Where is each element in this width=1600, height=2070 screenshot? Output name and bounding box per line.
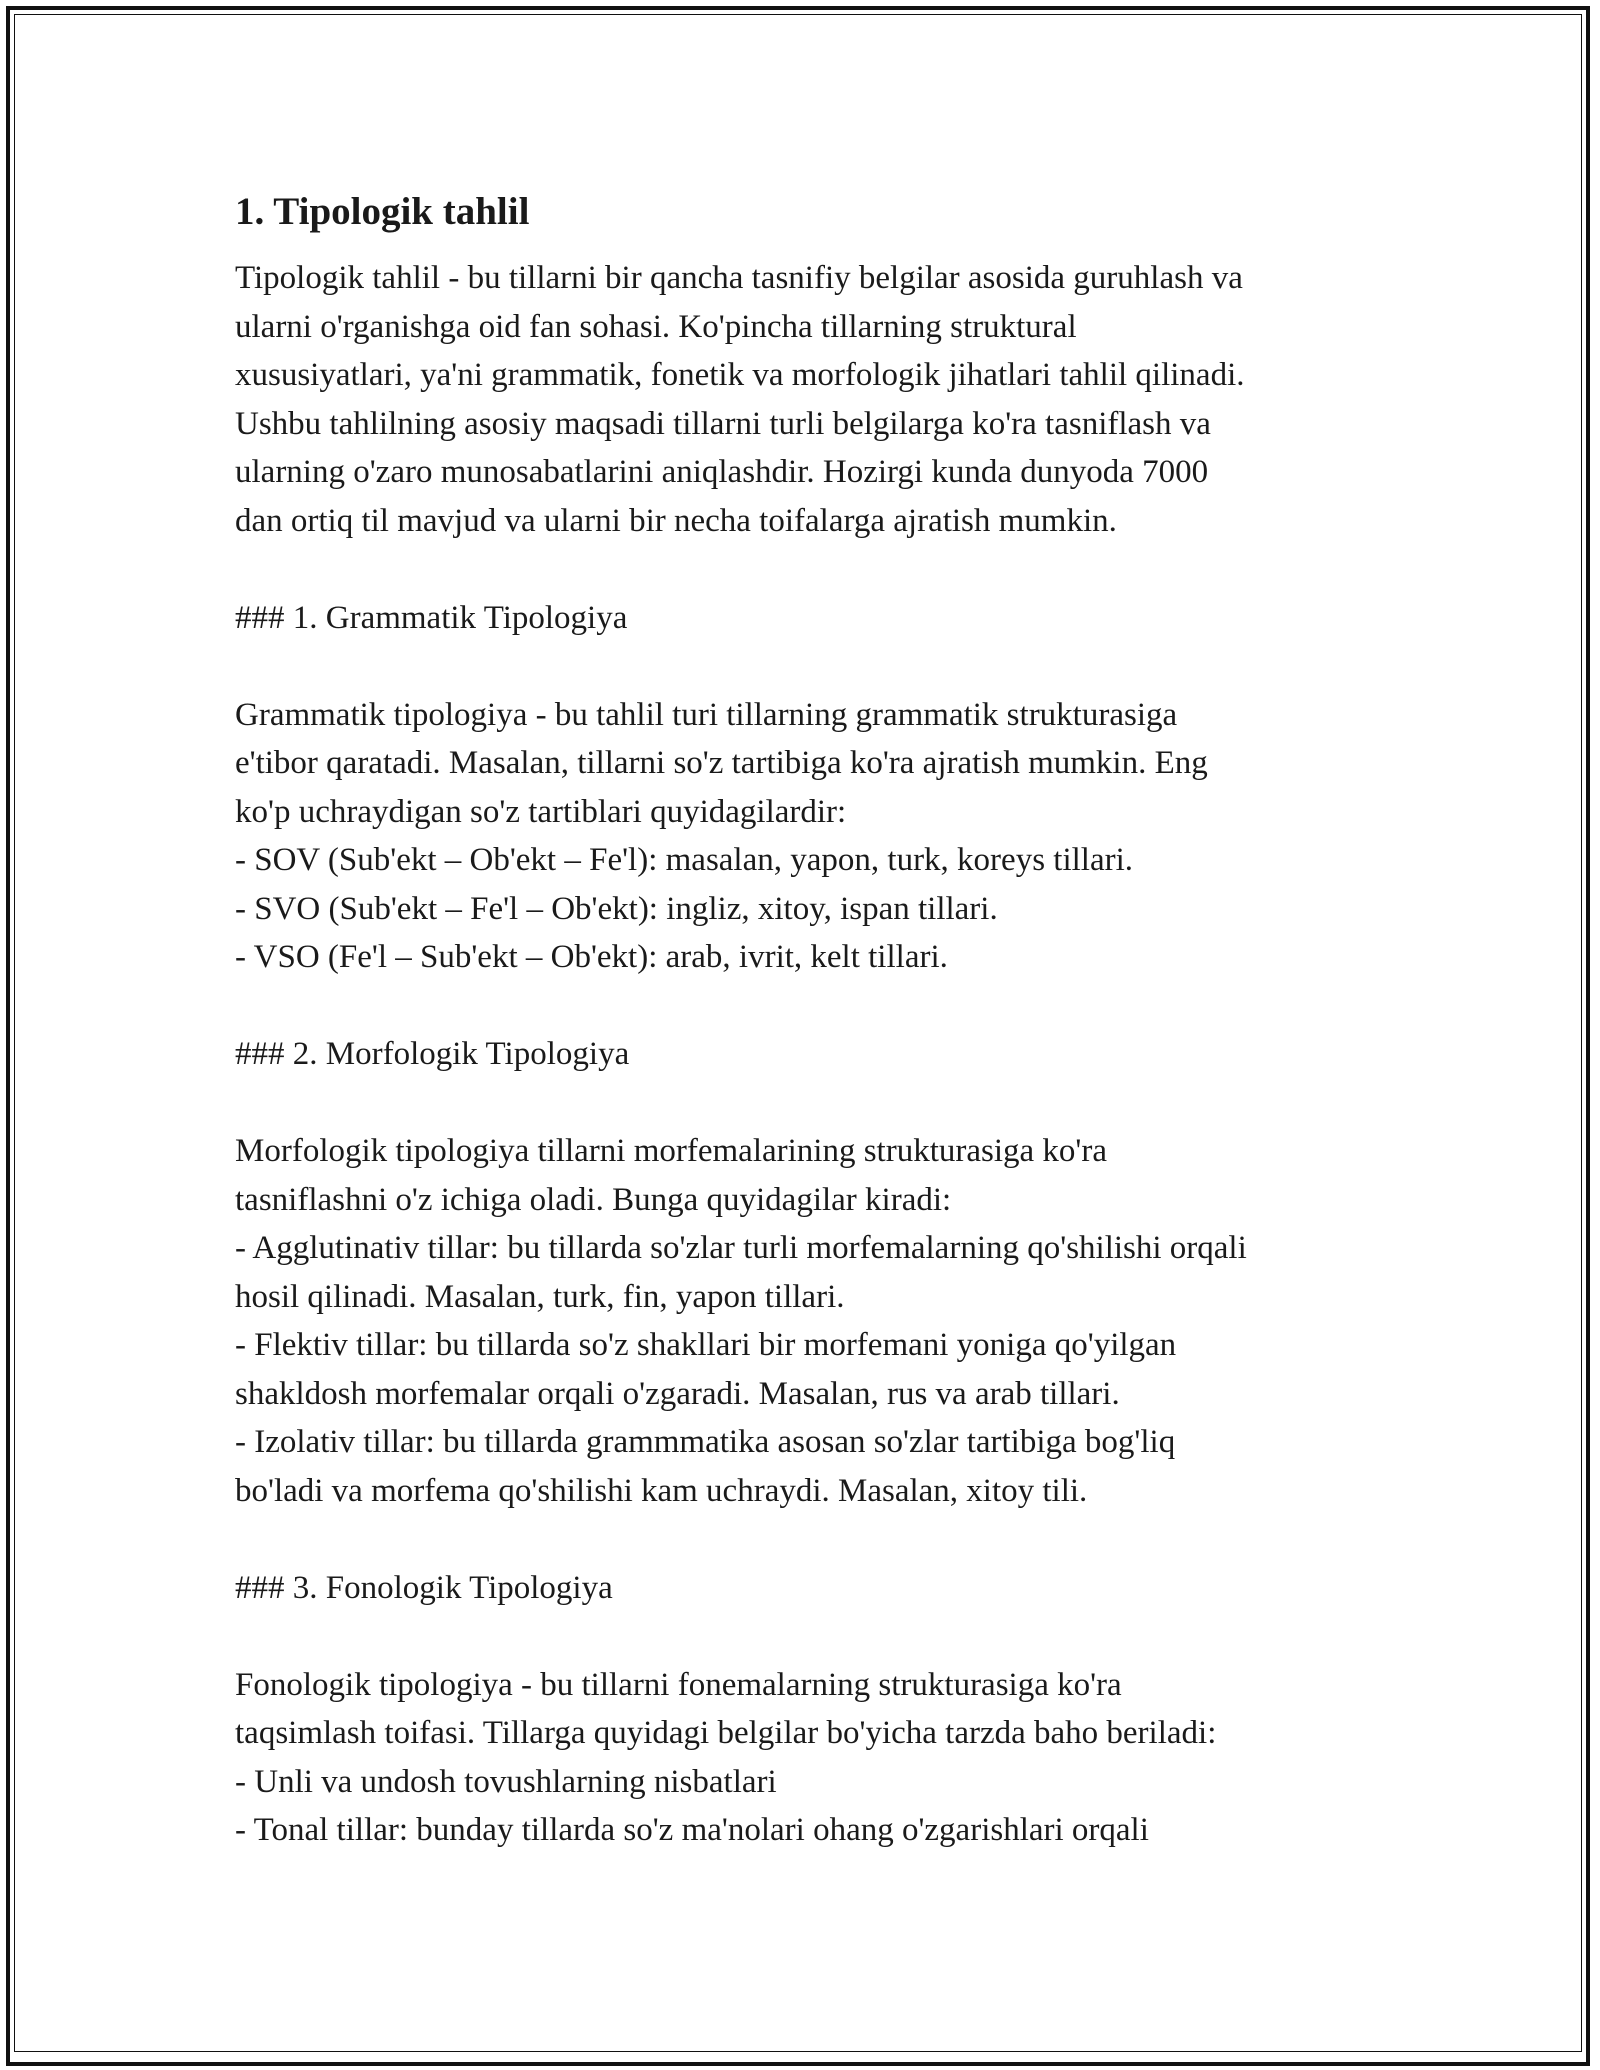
list-item: - Agglutinativ tillar: bu tillarda so'zlar turli morfemalarning qo'shilishi orqali [235, 1230, 1247, 1266]
text-line: Ushbu tahlilning asosiy maqsadi tillarni turli belgilarga ko'ra tasniflash va [235, 405, 1211, 442]
section-fonologik [235, 1564, 1375, 1855]
text-line: taqsimlash toifasi. Tillarga quyidagi belgilar bo'yicha tarzda baho beriladi: [235, 1715, 1217, 1751]
list-item: - Flektiv tillar: bu tillarda so'z shakllari bir morfemani yoniga qo'yilgan [235, 1327, 1177, 1363]
text-line: tasniflashni o'z ichiga oladi. Bunga quyidagilar kiradi: [235, 1181, 952, 1218]
blank-line [235, 982, 1375, 1031]
text-line: dan ortiq til mavjud va ularni bir necha toifalarga ajratish mumkin. [235, 502, 1117, 539]
text-line: ularni o'rganishga oid fan sohasi. Ko'pincha tillarning struktural [235, 308, 1077, 345]
intro-paragraph [235, 254, 1375, 545]
list-item: - SVO (Sub'ekt – Fe'l – Ob'ekt): ingliz, xitoy, ispan tillari. [235, 890, 998, 927]
section-heading: ### 2. Morfologik Tipologiya [235, 1036, 630, 1072]
text-line: Tipologik tahlil - bu tillarni bir qancha tasnifiy belgilar asosida guruhlash va [235, 260, 1243, 296]
text-line: e'tibor qaratadi. Masalan, tillarni so'z tartibiga ko'ra ajratish mumkin. Eng [235, 745, 1208, 781]
page-title: 1. Tipologik tahlil [235, 190, 530, 233]
blank-line [235, 1612, 1375, 1661]
section-heading: ### 1. Grammatik Tipologiya [235, 599, 628, 636]
text-line: Morfologik tipologiya tillarni morfemalarining strukturasiga ko'ra [235, 1133, 1108, 1169]
text-line: ularning o'zaro munosabatlarini aniqlashdir. Hozirgi kunda dunyoda 7000 [235, 454, 1209, 490]
document-body [235, 182, 1375, 1855]
text-line: ko'p uchraydigan so'z tartiblari quyidagilardir: [235, 793, 847, 830]
list-item: - SOV (Sub'ekt – Ob'ekt – Fe'l): masalan, yapon, turk, koreys tillari. [235, 842, 1134, 878]
blank-line [235, 642, 1375, 691]
section-grammatik [235, 594, 1375, 982]
list-item: - Izolativ tillar: bu tillarda grammmatika asosan so'zlar tartibiga bog'liq [235, 1424, 1176, 1460]
list-item: - Unli va undosh tovushlarning nisbatlari [235, 1763, 777, 1800]
list-item: - VSO (Fe'l – Sub'ekt – Ob'ekt): arab, ivrit, kelt tillari. [235, 939, 948, 975]
blank-line [235, 545, 1375, 594]
section-heading: ### 3. Fonologik Tipologiya [235, 1569, 613, 1606]
text-line: xususiyatlari, ya'ni grammatik, fonetik va morfologik jihatlari tahlil qilinadi. [235, 357, 1245, 393]
text-line: Fonologik tipologiya - bu tillarni fonemalarning strukturasiga ko'ra [235, 1666, 1122, 1703]
text-line: hosil qilinadi. Masalan, turk, fin, yapon tillari. [235, 1278, 845, 1315]
blank-line [235, 1079, 1375, 1128]
blank-line [235, 1515, 1375, 1564]
list-item: - Tonal tillar: bunday tillarda so'z ma'nolari ohang o'zgarishlari orqali [235, 1812, 1149, 1848]
text-line: shakldosh morfemalar orqali o'zgaradi. Masalan, rus va arab tillari. [235, 1375, 1120, 1412]
text-line: Grammatik tipologiya - bu tahlil turi tillarning grammatik strukturasiga [235, 696, 1178, 733]
text-line: bo'ladi va morfema qo'shilishi kam uchraydi. Masalan, xitoy tili. [235, 1472, 1088, 1509]
section-morfologik [235, 1030, 1375, 1515]
